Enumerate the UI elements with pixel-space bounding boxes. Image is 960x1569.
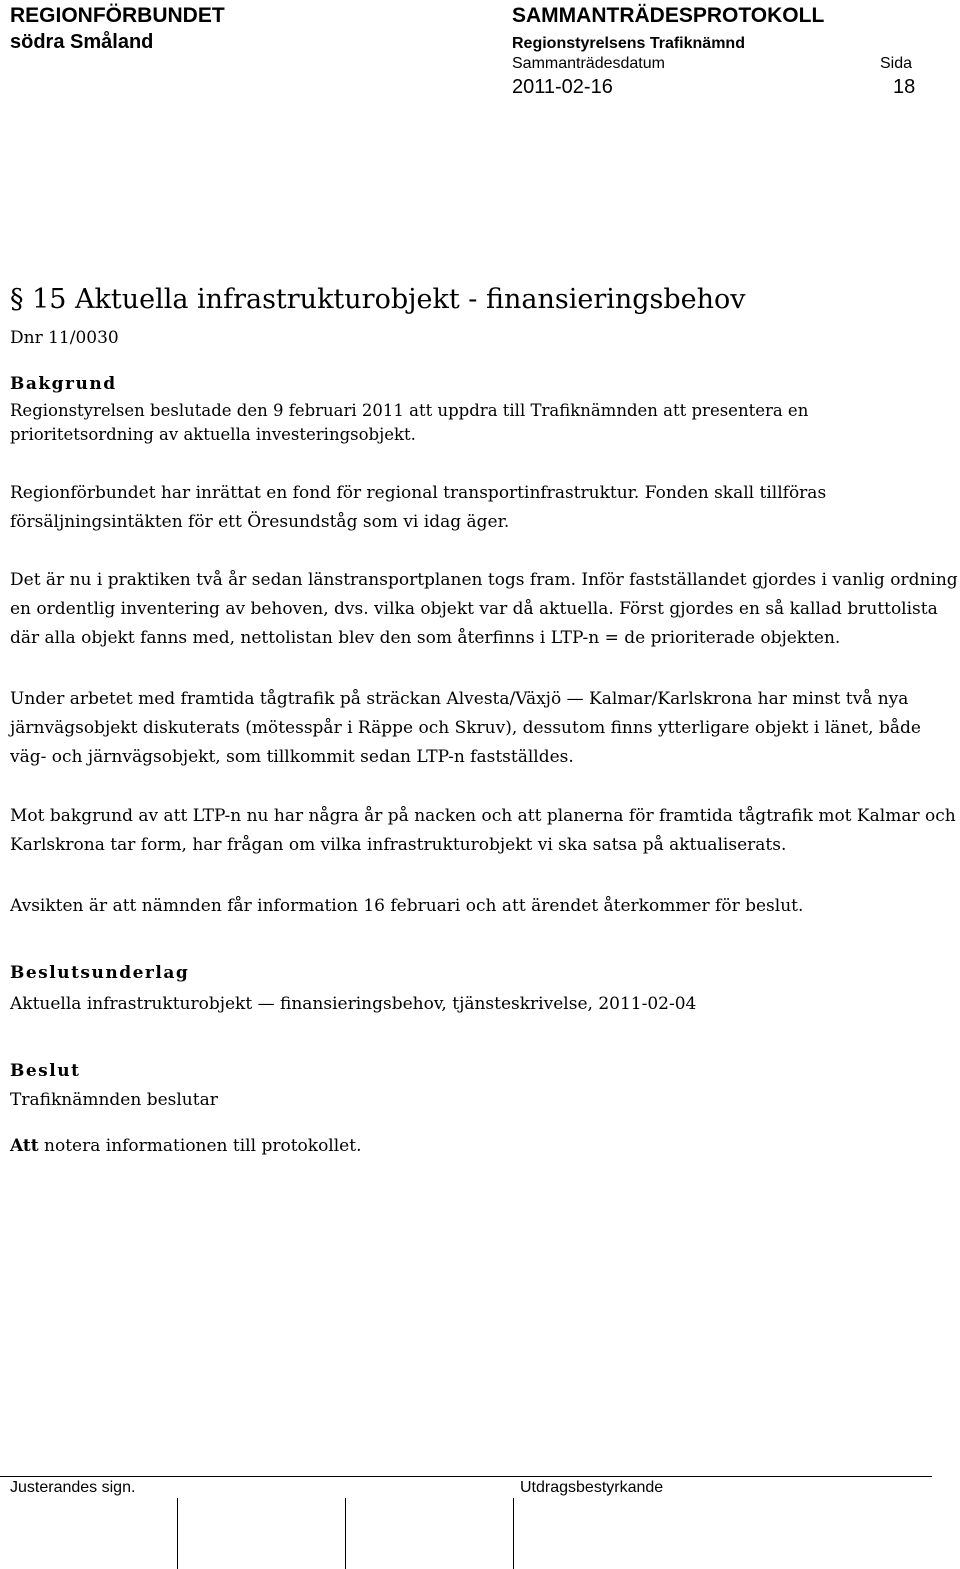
text-line: prioritetsordning av aktuella investeringsobjekt. <box>10 425 416 444</box>
footer-divider <box>0 1476 932 1477</box>
att-word: Att <box>10 1136 39 1156</box>
bakgrund-paragraph-1 <box>10 399 808 447</box>
org-name-line1: REGIONFÖRBUNDET <box>10 4 225 27</box>
page-label: Sida <box>880 55 913 72</box>
signature-box-divider <box>345 1498 346 1569</box>
bakgrund-heading: Bakgrund <box>10 374 117 394</box>
text-line: där alla objekt fanns med, nettolistan blev den som återfinns i LTP-n = de prioriterade objekten. <box>10 628 841 648</box>
page-number: 18 <box>893 76 916 98</box>
meeting-date-label: Sammanträdesdatum <box>512 55 665 72</box>
text-line: Regionförbundet har inrättat en fond för regional transportinfrastruktur. Fonden skall tillföras <box>10 483 827 503</box>
text-line: Karlskrona tar form, har frågan om vilka infrastrukturobjekt vi ska satsa på aktualiserats. <box>10 835 787 855</box>
beslut-att-line <box>10 1132 361 1161</box>
justerandes-sign-label: Justerandes sign. <box>10 1479 136 1496</box>
signature-box-divider <box>513 1498 514 1569</box>
beslutsunderlag-text: Aktuella infrastrukturobjekt — finansieringsbehov, tjänsteskrivelse, 2011-02-04 <box>10 994 697 1014</box>
text-line: järnvägsobjekt diskuterats (mötesspår i Räppe och Skruv), dessutom finns ytterligare objekt i länet, både <box>10 718 921 738</box>
text-line: väg- och järnvägsobjekt, som tillkommit sedan LTP-n fastställdes. <box>10 747 574 767</box>
att-text: notera informationen till protokollet. <box>38 1136 362 1156</box>
dnr-number: Dnr 11/0030 <box>10 328 119 348</box>
section-title: § 15 Aktuella infrastrukturobjekt - finansieringsbehov <box>10 284 746 315</box>
text-line: försäljningsintäkten för ett Öresundståg som vi idag äger. <box>10 512 510 532</box>
beslut-line: Trafiknämnden beslutar <box>10 1090 218 1110</box>
bakgrund-paragraph-5 <box>10 802 956 860</box>
beslutsunderlag-heading: Beslutsunderlag <box>10 963 190 983</box>
signature-box-divider <box>177 1498 178 1569</box>
bakgrund-paragraph-6: Avsikten är att nämnden får information 16 februari och att ärendet återkommer för beslut. <box>10 896 804 916</box>
bakgrund-paragraph-4 <box>10 685 921 772</box>
meeting-date: 2011-02-16 <box>512 76 613 98</box>
text-line: en ordentlig inventering av behoven, dvs. vilka objekt var då aktuella. Först gjordes en så kallad bruttolista <box>10 599 938 619</box>
org-name-line2: södra Småland <box>10 31 154 53</box>
text-line: Mot bakgrund av att LTP-n nu har några år på nacken och att planerna för framtida tågtrafik mot Kalmar och <box>10 806 956 826</box>
board-name: Regionstyrelsens Trafiknämnd <box>512 35 745 52</box>
document-type: SAMMANTRÄDESPROTOKOLL <box>512 4 825 27</box>
text-line: Regionstyrelsen beslutade den 9 februari 2011 att uppdra till Trafiknämnden att presentera en <box>10 401 809 420</box>
beslut-heading: Beslut <box>10 1061 81 1081</box>
bakgrund-paragraph-3 <box>10 566 958 653</box>
bakgrund-paragraph-2 <box>10 479 826 537</box>
text-line: Det är nu i praktiken två år sedan länstransportplanen togs fram. Inför fastställandet gjordes i vanlig ordning <box>10 570 958 590</box>
utdragsbestyrkande-label: Utdragsbestyrkande <box>520 1479 664 1496</box>
text-line: Under arbetet med framtida tågtrafik på sträckan Alvesta/Växjö — Kalmar/Karlskrona har minst två nya <box>10 689 909 709</box>
